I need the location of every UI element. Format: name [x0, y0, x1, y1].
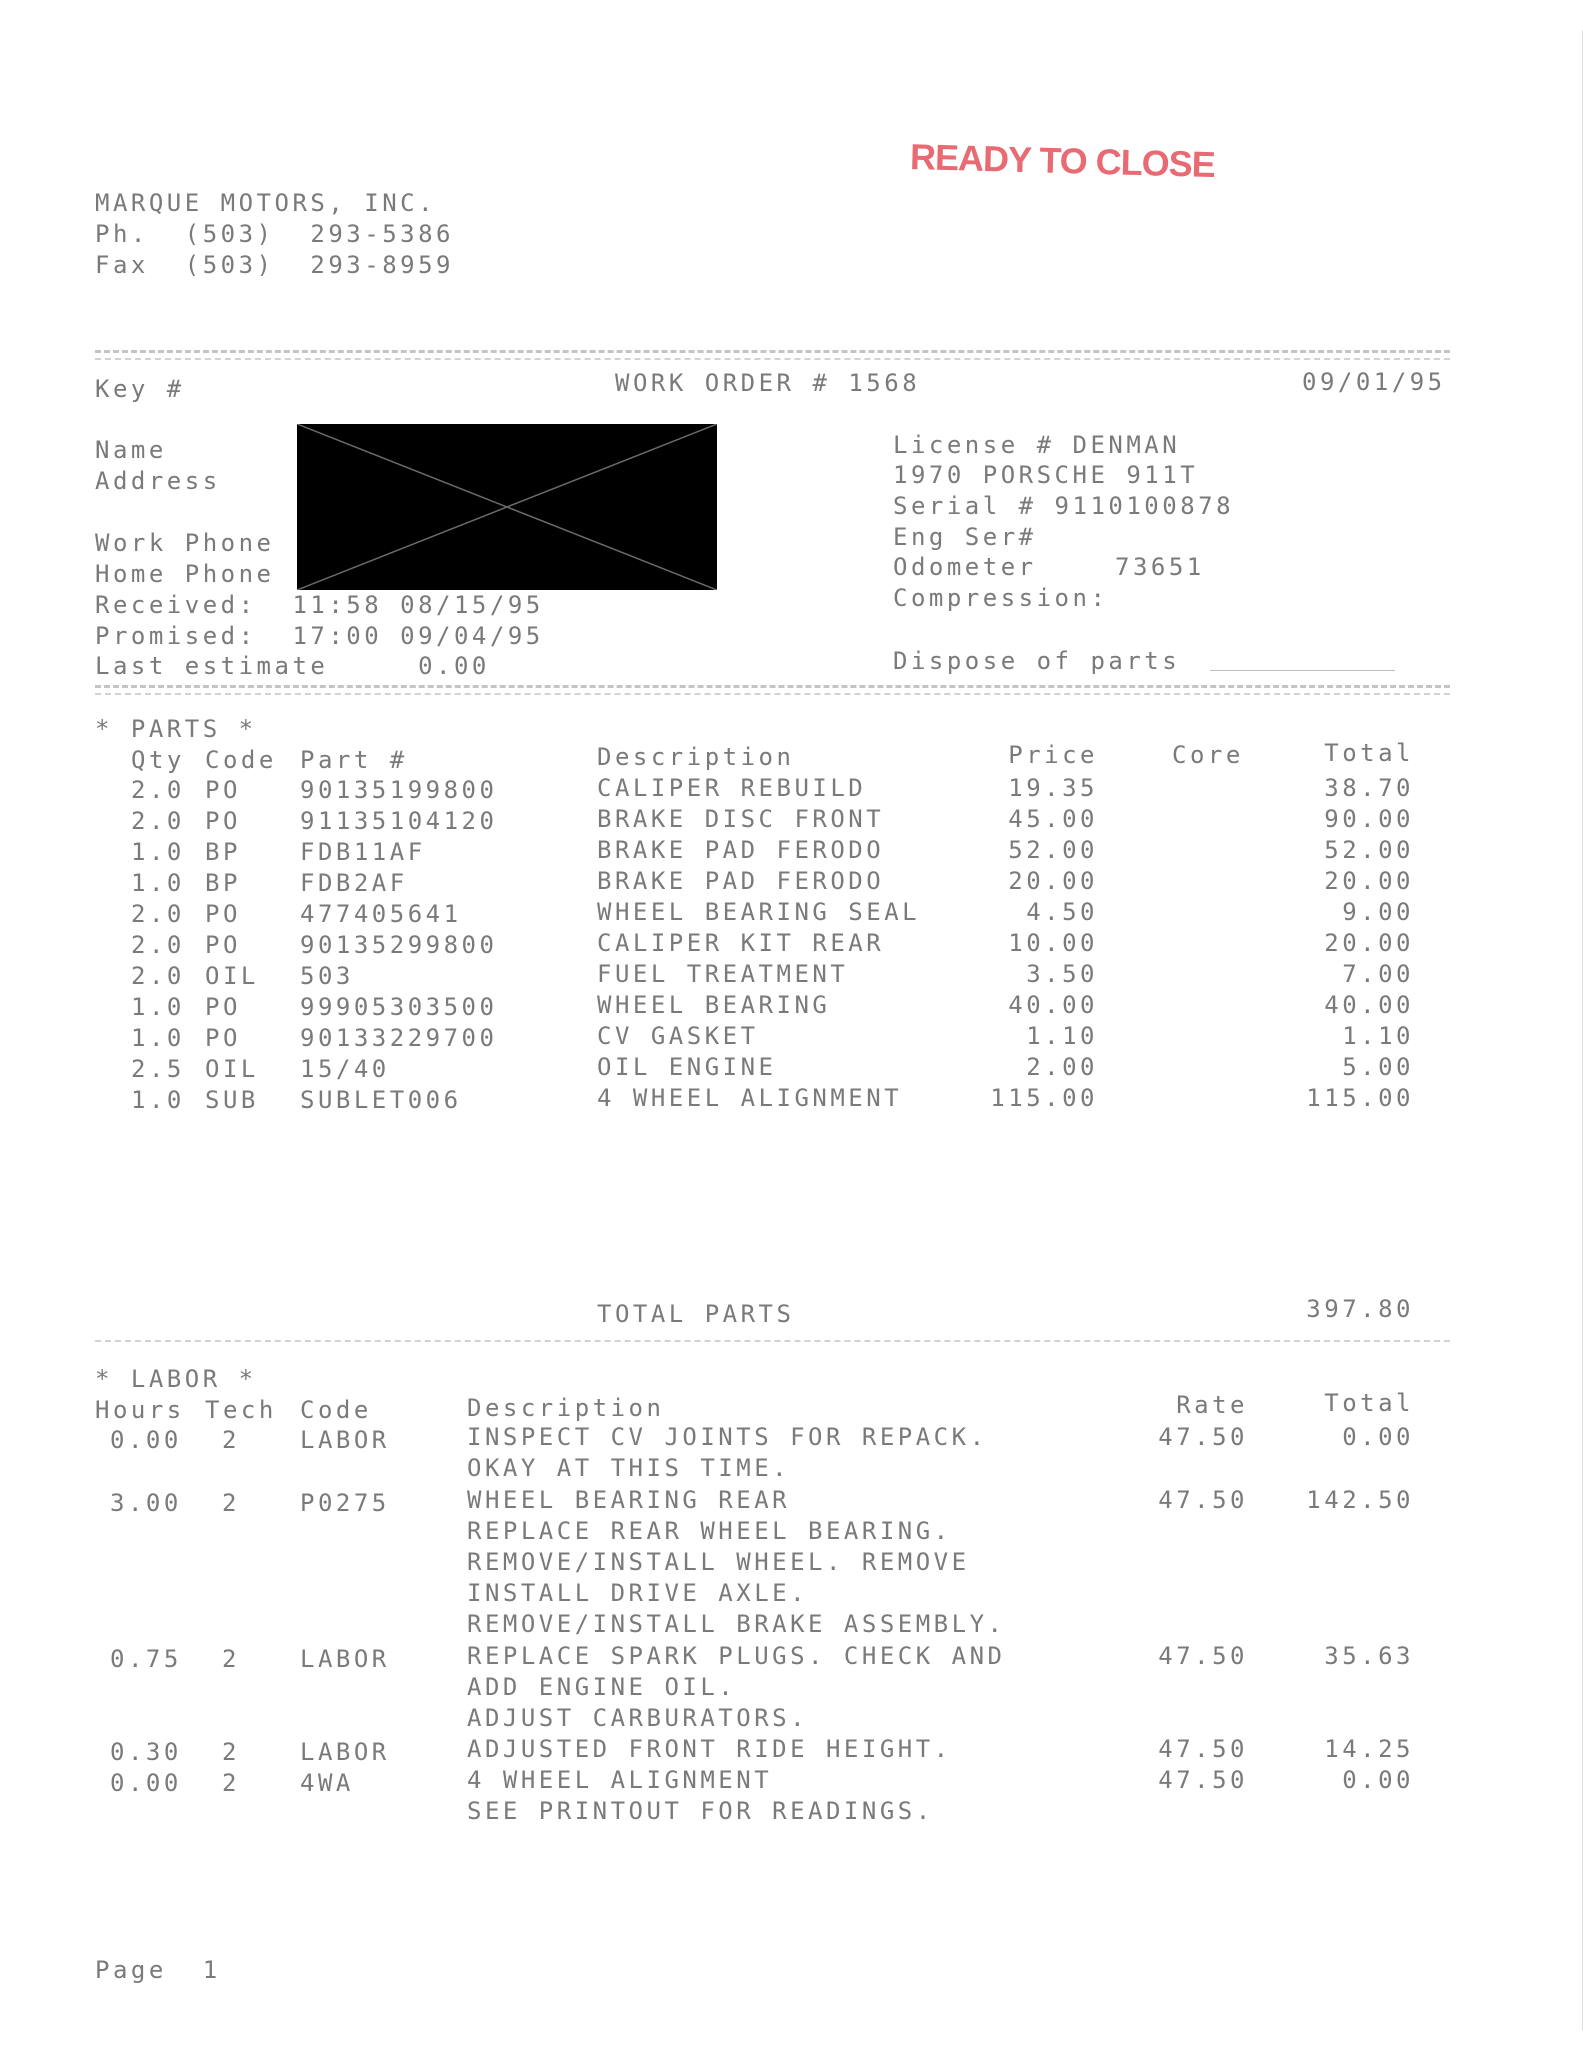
parts-cell-total: 115.00	[1306, 1084, 1414, 1112]
labor-section-title: * LABOR *	[95, 1365, 257, 1393]
parts-cell-desc: BRAKE DISC FRONT	[597, 805, 885, 833]
parts-cell-code: PO	[205, 1024, 241, 1052]
col-part: Part #	[300, 746, 408, 774]
labor-cell-rate: 47.50	[1158, 1486, 1248, 1514]
parts-cell-price: 52.00	[1008, 836, 1098, 864]
parts-cell-total: 20.00	[1324, 867, 1414, 895]
col-price: Price	[1008, 741, 1098, 769]
company-name: MARQUE MOTORS, INC.	[95, 189, 437, 217]
vehicle-model: 1970 PORSCHE 911T	[893, 461, 1199, 489]
odometer-value: 73651	[1115, 553, 1205, 581]
labor-description-line: OKAY AT THIS TIME.	[467, 1454, 791, 1482]
separator	[95, 358, 1450, 360]
labor-cell-rate: 47.50	[1158, 1642, 1248, 1670]
parts-cell-total: 5.00	[1342, 1053, 1414, 1081]
parts-cell-total: 52.00	[1324, 836, 1414, 864]
labor-cell-hours: 0.30	[110, 1738, 182, 1766]
parts-cell-code: PO	[205, 776, 241, 804]
company-phone: Ph. (503) 293-5386	[95, 220, 454, 248]
separator	[95, 685, 1450, 688]
parts-cell-code: BP	[205, 869, 241, 897]
labor-cell-total: 0.00	[1342, 1423, 1414, 1451]
labor-cell-tech: 2	[222, 1738, 240, 1766]
labor-cell-hours: 3.00	[110, 1489, 182, 1517]
serial: Serial # 9110100878	[893, 492, 1235, 520]
parts-cell-part: 91135104120	[300, 807, 498, 835]
labor-cell-hours: 0.00	[110, 1769, 182, 1797]
col-labor-total: Total	[1324, 1389, 1414, 1417]
labor-cell-total: 35.63	[1324, 1642, 1414, 1670]
labor-cell-total: 142.50	[1306, 1486, 1414, 1514]
parts-cell-code: PO	[205, 807, 241, 835]
parts-cell-code: BP	[205, 838, 241, 866]
total-parts-label: TOTAL PARTS	[597, 1300, 795, 1328]
parts-cell-total: 40.00	[1324, 991, 1414, 1019]
labor-description-line: INSTALL DRIVE AXLE.	[467, 1579, 809, 1607]
labor-description-line: ADJUST CARBURATORS.	[467, 1704, 809, 1732]
parts-cell-price: 3.50	[1026, 960, 1098, 988]
parts-cell-price: 45.00	[1008, 805, 1098, 833]
work-order-date: 09/01/95	[1302, 368, 1446, 396]
parts-cell-desc: OIL ENGINE	[597, 1053, 777, 1081]
parts-cell-part: 503	[300, 962, 354, 990]
separator	[95, 1340, 1450, 1342]
col-total: Total	[1324, 739, 1414, 767]
labor-cell-code: 4WA	[300, 1769, 354, 1797]
col-core: Core	[1172, 741, 1244, 769]
parts-cell-price: 10.00	[1008, 929, 1098, 957]
labor-description-line: SEE PRINTOUT FOR READINGS.	[467, 1797, 934, 1825]
parts-cell-part: 15/40	[300, 1055, 390, 1083]
parts-cell-desc: WHEEL BEARING SEAL	[597, 898, 921, 926]
parts-cell-qty: 2.0	[131, 931, 185, 959]
parts-cell-qty: 1.0	[131, 993, 185, 1021]
redaction-box	[297, 424, 717, 590]
labor-description-line: REMOVE/INSTALL BRAKE ASSEMBLY.	[467, 1610, 1006, 1638]
ready-to-close-stamp: READY TO CLOSE	[909, 136, 1216, 185]
labor-description-line: WHEEL BEARING REAR	[467, 1486, 791, 1514]
labor-cell-tech: 2	[222, 1769, 240, 1797]
redaction-cross-icon	[297, 424, 717, 590]
parts-cell-code: PO	[205, 993, 241, 1021]
labor-cell-code: P0275	[300, 1489, 390, 1517]
labor-cell-rate: 47.50	[1158, 1423, 1248, 1451]
dispose-of-parts: Dispose of parts	[893, 647, 1181, 675]
labor-description-line: ADD ENGINE OIL.	[467, 1673, 737, 1701]
labor-description-line: ADJUSTED FRONT RIDE HEIGHT.	[467, 1735, 952, 1763]
parts-cell-price: 19.35	[1008, 774, 1098, 802]
last-estimate: Last estimate 0.00	[95, 652, 490, 680]
parts-cell-total: 7.00	[1342, 960, 1414, 988]
labor-description-line: REPLACE SPARK PLUGS. CHECK AND	[467, 1642, 1006, 1670]
parts-cell-price: 20.00	[1008, 867, 1098, 895]
col-code: Code	[205, 746, 277, 774]
parts-cell-qty: 2.0	[131, 900, 185, 928]
labor-cell-total: 0.00	[1342, 1766, 1414, 1794]
labor-description-line: REMOVE/INSTALL WHEEL. REMOVE	[467, 1548, 970, 1576]
col-hours: Hours	[95, 1396, 185, 1424]
parts-cell-part: 90135299800	[300, 931, 498, 959]
col-tech: Tech	[205, 1396, 277, 1424]
labor-cell-code: LABOR	[300, 1738, 390, 1766]
work-order-number: WORK ORDER # 1568	[615, 369, 921, 397]
company-fax: Fax (503) 293-8959	[95, 251, 454, 279]
labor-description-line: INSPECT CV JOINTS FOR REPACK.	[467, 1423, 988, 1451]
parts-cell-part: 477405641	[300, 900, 462, 928]
separator	[95, 350, 1450, 353]
received: Received: 11:58 08/15/95	[95, 591, 544, 619]
parts-cell-part: 99905303500	[300, 993, 498, 1021]
parts-cell-part: FDB2AF	[300, 869, 408, 897]
parts-cell-total: 20.00	[1324, 929, 1414, 957]
parts-cell-desc: CALIPER KIT REAR	[597, 929, 885, 957]
parts-cell-price: 40.00	[1008, 991, 1098, 1019]
parts-cell-desc: BRAKE PAD FERODO	[597, 867, 885, 895]
labor-cell-hours: 0.00	[110, 1426, 182, 1454]
parts-cell-qty: 1.0	[131, 1024, 185, 1052]
parts-cell-desc: BRAKE PAD FERODO	[597, 836, 885, 864]
parts-cell-part: 90135199800	[300, 776, 498, 804]
parts-cell-price: 4.50	[1026, 898, 1098, 926]
parts-cell-total: 1.10	[1342, 1022, 1414, 1050]
parts-cell-code: OIL	[205, 1055, 259, 1083]
parts-cell-qty: 1.0	[131, 838, 185, 866]
engine-serial: Eng Ser#	[893, 523, 1037, 551]
labor-cell-tech: 2	[222, 1426, 240, 1454]
home-phone-label: Home Phone	[95, 560, 275, 588]
total-parts-value: 397.80	[1306, 1295, 1414, 1323]
parts-cell-code: OIL	[205, 962, 259, 990]
labor-cell-tech: 2	[222, 1489, 240, 1517]
key-label: Key #	[95, 375, 185, 403]
labor-description-line: 4 WHEEL ALIGNMENT	[467, 1766, 773, 1794]
labor-cell-code: LABOR	[300, 1426, 390, 1454]
name-label: Name	[95, 436, 167, 464]
parts-cell-qty: 2.0	[131, 807, 185, 835]
labor-cell-code: LABOR	[300, 1645, 390, 1673]
parts-cell-part: FDB11AF	[300, 838, 426, 866]
col-qty: Qty	[131, 746, 185, 774]
labor-cell-tech: 2	[222, 1645, 240, 1673]
col-labor-description: Description	[467, 1394, 665, 1422]
col-description: Description	[597, 743, 795, 771]
parts-cell-desc: 4 WHEEL ALIGNMENT	[597, 1084, 903, 1112]
labor-cell-rate: 47.50	[1158, 1735, 1248, 1763]
parts-cell-qty: 2.0	[131, 776, 185, 804]
work-phone-label: Work Phone	[95, 529, 275, 557]
parts-cell-qty: 2.0	[131, 962, 185, 990]
dispose-blank	[1210, 670, 1395, 671]
parts-cell-price: 1.10	[1026, 1022, 1098, 1050]
promised: Promised: 17:00 09/04/95	[95, 622, 544, 650]
parts-cell-code: SUB	[205, 1086, 259, 1114]
labor-cell-total: 14.25	[1324, 1735, 1414, 1763]
parts-cell-qty: 1.0	[131, 1086, 185, 1114]
parts-cell-total: 90.00	[1324, 805, 1414, 833]
parts-cell-code: PO	[205, 900, 241, 928]
parts-cell-part: 90133229700	[300, 1024, 498, 1052]
parts-cell-desc: CALIPER REBUILD	[597, 774, 867, 802]
labor-description-line: REPLACE REAR WHEEL BEARING.	[467, 1517, 952, 1545]
compression: Compression:	[893, 584, 1109, 612]
license: License # DENMAN	[893, 431, 1181, 459]
parts-cell-price: 2.00	[1026, 1053, 1098, 1081]
parts-cell-price: 115.00	[990, 1084, 1098, 1112]
separator	[95, 693, 1450, 695]
col-labor-code: Code	[300, 1396, 372, 1424]
parts-cell-desc: WHEEL BEARING	[597, 991, 831, 1019]
parts-cell-desc: CV GASKET	[597, 1022, 759, 1050]
page-number: Page 1	[95, 1956, 221, 1984]
parts-cell-qty: 2.5	[131, 1055, 185, 1083]
col-rate: Rate	[1176, 1391, 1248, 1419]
parts-cell-total: 9.00	[1342, 898, 1414, 926]
parts-cell-total: 38.70	[1324, 774, 1414, 802]
parts-cell-part: SUBLET006	[300, 1086, 462, 1114]
address-label: Address	[95, 467, 221, 495]
parts-cell-desc: FUEL TREATMENT	[597, 960, 849, 988]
parts-cell-qty: 1.0	[131, 869, 185, 897]
odometer-label: Odometer	[893, 553, 1037, 581]
parts-section-title: * PARTS *	[95, 715, 257, 743]
labor-cell-rate: 47.50	[1158, 1766, 1248, 1794]
parts-cell-code: PO	[205, 931, 241, 959]
labor-cell-hours: 0.75	[110, 1645, 182, 1673]
